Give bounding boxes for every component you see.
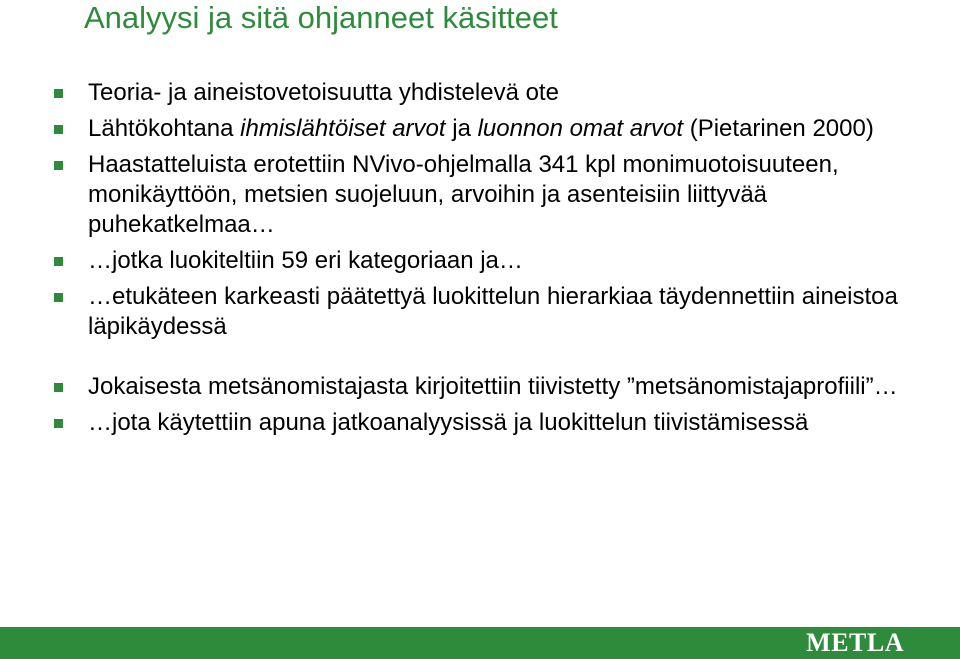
metla-logo: METLA	[806, 628, 904, 657]
bullet-text: (Pietarinen 2000)	[683, 115, 874, 142]
bullet-item	[54, 282, 934, 342]
square-bullet-icon	[54, 161, 63, 170]
bullet-text: ja	[445, 115, 478, 142]
bullet-text: …jotka luokiteltiin 59 eri kategoriaan ja…	[88, 247, 523, 274]
hollow-square-bullet-icon	[54, 383, 63, 392]
bullet-text: Teoria- ja aineistovetoisuutta yhdistelevä ote	[88, 79, 559, 106]
bullet-text: Jokaisesta metsänomistajasta kirjoitettiin tiivistetty ”metsänomistajaprofiili”…	[88, 373, 898, 400]
bullet-text-italic: ihmislähtöiset arvot	[240, 115, 446, 142]
slide-title: Analyysi ja sitä ohjanneet käsitteet	[84, 0, 558, 35]
bullet-item	[54, 78, 934, 108]
hollow-square-bullet-icon	[54, 293, 63, 302]
bullet-item	[54, 150, 934, 240]
bullet-item	[54, 246, 934, 276]
bullet-item	[54, 114, 934, 144]
bullet-text: …jota käytettiin apuna jatkoanalyysissä ja luokittelun tiivistämisessä	[88, 409, 809, 436]
bullet-item	[54, 372, 934, 402]
square-bullet-icon	[54, 125, 63, 134]
bullet-item	[54, 408, 934, 438]
bullet-text-italic: luonnon omat arvot	[477, 115, 684, 142]
bullet-text: Lähtökohtana	[88, 115, 241, 142]
square-bullet-icon	[54, 89, 63, 98]
bullet-text: …etukäteen karkeasti päätettyä luokittelun hierarkiaa täydennettiin aineistoa läpikäydessä	[88, 283, 898, 340]
hollow-square-bullet-icon	[54, 419, 63, 428]
bullet-text: Haastatteluista erotettiin NVivo-ohjelmalla 341 kpl monimuotoisuuteen, monikäyttöön, metsien suojeluun, arvoihin ja asenteisiin liittyvää puhekatkelmaa…	[88, 151, 839, 238]
bullet-list	[54, 78, 934, 438]
hollow-square-bullet-icon	[54, 257, 63, 266]
